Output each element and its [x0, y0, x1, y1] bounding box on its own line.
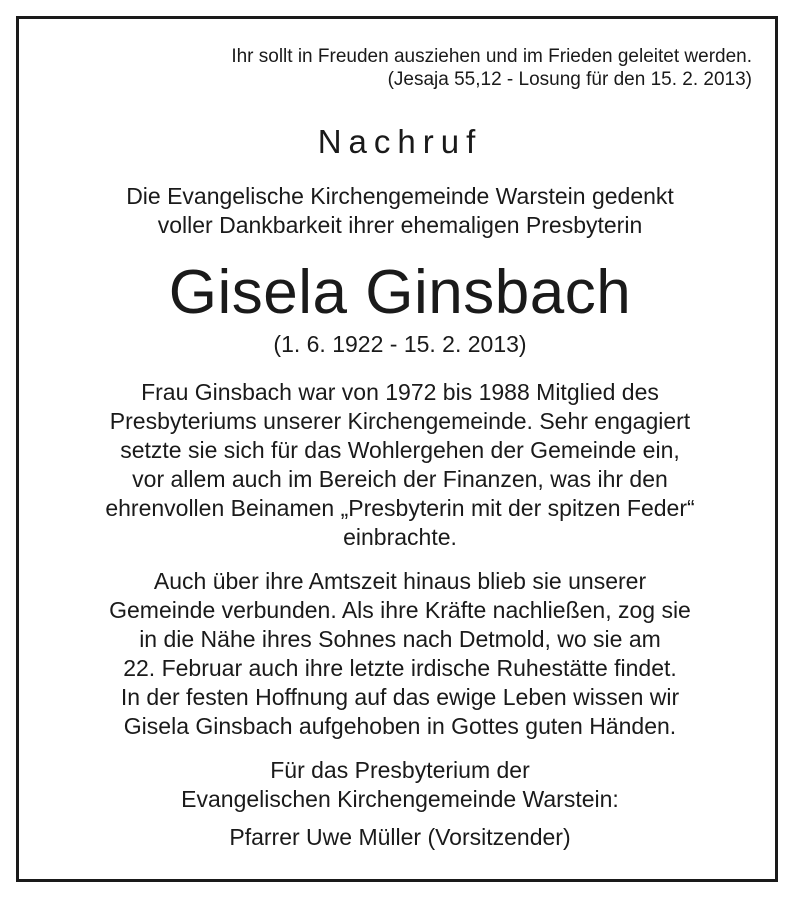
- intro-line: voller Dankbarkeit ihrer ehemaligen Presbyterin: [157, 212, 643, 238]
- paragraph-line: In der festen Hoffnung auf das ewige Leben wissen wir: [120, 684, 680, 710]
- biography-paragraph: [0, 378, 800, 552]
- paragraph-line: vor allem auch im Bereich der Finanzen, was ihr den: [132, 466, 668, 492]
- paragraph-line: 22. Februar auch ihre letzte irdische Ruhestätte findet.: [123, 655, 677, 681]
- remembrance-paragraph: [0, 567, 800, 741]
- paragraph-line: einbrachte.: [343, 524, 457, 550]
- paragraph-line: in die Nähe ihres Sohnes nach Detmold, wo sie am: [139, 626, 661, 652]
- intro-line: Die Evangelische Kirchengemeinde Warstein gedenkt: [126, 183, 674, 209]
- intro-text: [0, 182, 800, 240]
- life-dates: (1. 6. 1922 - 15. 2. 2013): [273, 331, 527, 357]
- signoff-text: [0, 756, 800, 814]
- paragraph-line: Frau Ginsbach war von 1972 bis 1988 Mitglied des: [141, 379, 659, 405]
- bible-verse-text: Ihr sollt in Freuden ausziehen und im Frieden geleitet werden.: [231, 46, 752, 67]
- bible-verse-motto: [231, 45, 752, 91]
- bible-verse-reference: (Jesaja 55,12 - Losung für den 15. 2. 2013): [387, 69, 752, 90]
- signer-name: Pfarrer Uwe Müller (Vorsitzender): [229, 824, 571, 850]
- signoff-line: Evangelischen Kirchengemeinde Warstein:: [181, 786, 619, 812]
- paragraph-line: Gisela Ginsbach aufgehoben in Gottes guten Händen.: [123, 713, 677, 739]
- paragraph-line: ehrenvollen Beinamen „Presbyterin mit der spitzen Feder“: [105, 495, 695, 521]
- paragraph-line: Gemeinde verbunden. Als ihre Kräfte nachließen, zog sie: [109, 597, 691, 623]
- paragraph-line: Auch über ihre Amtszeit hinaus blieb sie unserer: [153, 568, 647, 594]
- paragraph-line: setzte sie sich für das Wohlergehen der Gemeinde ein,: [120, 437, 680, 463]
- paragraph-line: Presbyteriums unserer Kirchengemeinde. Sehr engagiert: [109, 408, 691, 434]
- signoff-line: Für das Presbyterium der: [270, 757, 530, 783]
- obituary-heading: Nachruf: [317, 123, 483, 160]
- deceased-name: Gisela Ginsbach: [168, 258, 632, 327]
